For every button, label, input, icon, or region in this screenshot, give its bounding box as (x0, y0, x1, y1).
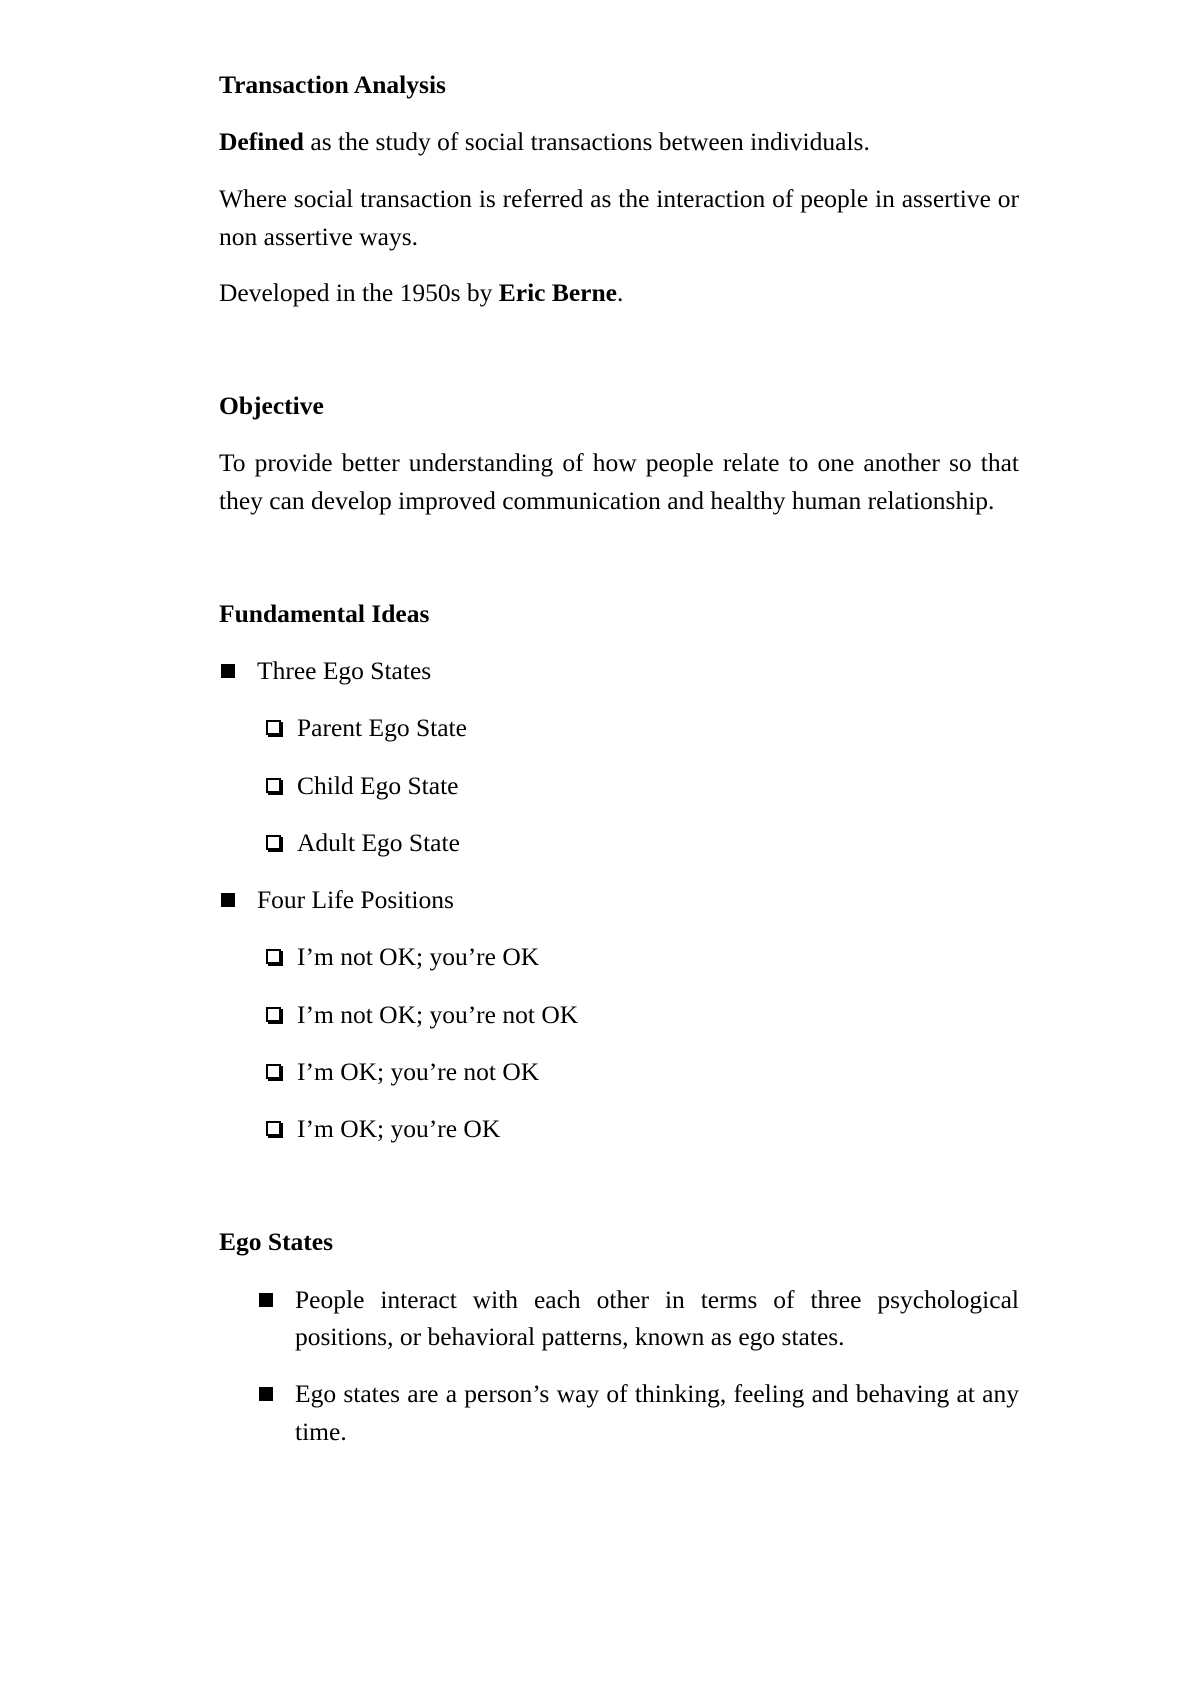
list-item-label: I’m not OK; you’re OK (297, 942, 540, 972)
objective-paragraph: To provide better understanding of how people relate to one another so that they can develop improved communication and healthy human relationship. (219, 448, 1019, 516)
list-item (219, 1110, 1019, 1148)
checkbox-bullet-icon (266, 835, 281, 850)
list-item-label: I’m not OK; you’re not OK (297, 999, 579, 1029)
section-title-fundamental-ideas: Fundamental Ideas (219, 598, 430, 628)
section-title-ego-states: Ego States (219, 1227, 334, 1257)
list-item-label: Adult Ego State (297, 827, 460, 857)
list-item-label: Three Ego States (257, 656, 432, 686)
list-item (219, 1281, 1019, 1356)
list-item (219, 767, 1019, 805)
checkbox-bullet-icon (266, 949, 281, 964)
developer-suffix: . (617, 278, 624, 308)
list-item (219, 996, 1019, 1034)
section-title-transaction-analysis: Transaction Analysis (219, 70, 446, 99)
list-item-label: I’m OK; you’re not OK (297, 1056, 540, 1086)
square-bullet-icon (259, 1387, 273, 1401)
developer-prefix: Developed in the 1950s by (219, 278, 499, 308)
checkbox-bullet-icon (266, 778, 281, 793)
checkbox-bullet-icon (266, 1121, 281, 1136)
list-item (219, 938, 1019, 976)
list-item-label: I’m OK; you’re OK (297, 1114, 501, 1144)
definition-text: as the study of social transactions between individuals. (304, 127, 870, 157)
list-item (219, 709, 1019, 747)
list-item-label: Child Ego State (297, 770, 459, 800)
document-page (219, 66, 1019, 1451)
definition-paragraph (219, 123, 1019, 161)
checkbox-bullet-icon (266, 1007, 281, 1022)
definition-term: Defined (219, 127, 304, 157)
square-bullet-icon (221, 893, 235, 907)
list-item-four-life-positions (219, 881, 1019, 919)
list-item-text: Ego states are a person’s way of thinking, feeling and behaving at any time. (295, 1379, 1019, 1446)
list-item-text: People interact with each other in terms of three psychological positions, or behavioral patterns, known as ego states. (295, 1284, 1019, 1352)
checkbox-bullet-icon (266, 1064, 281, 1079)
section-title-objective: Objective (219, 391, 324, 421)
list-item (219, 824, 1019, 862)
list-item-label: Four Life Positions (257, 885, 454, 915)
square-bullet-icon (259, 1293, 273, 1307)
social-transaction-paragraph: Where social transaction is referred as the interaction of people in assertive or non assertive ways. (219, 183, 1019, 251)
list-item (219, 1375, 1019, 1450)
checkbox-bullet-icon (266, 720, 281, 735)
list-item-label: Parent Ego State (297, 713, 467, 743)
list-item (219, 1053, 1019, 1091)
developer-paragraph (219, 274, 1019, 312)
square-bullet-icon (221, 664, 235, 678)
list-item-three-ego-states (219, 652, 1019, 690)
developer-name: Eric Berne (498, 278, 617, 308)
